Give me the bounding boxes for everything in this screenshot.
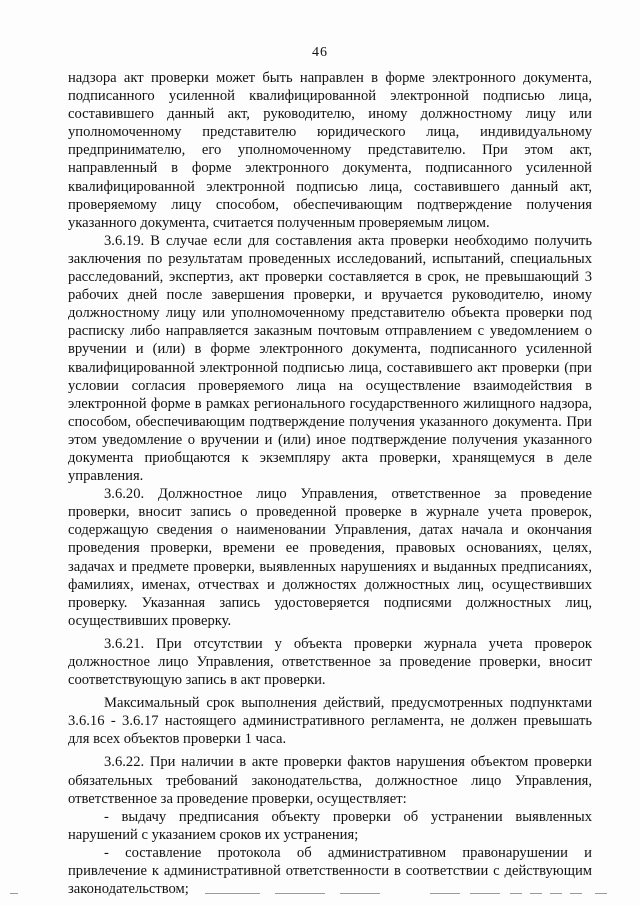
paragraph-akt-electronic: надзора акт проверки может быть направлен в форме электронного документа, подписанного усиленной квалифицированной электронной подписью лица, составившего данный акт, руководителю, иному должностному лицу или уполномоченному представителю юридического лица, индивидуальному предпринимателю, его уполномоченному представителю. При этом акт, направленный в форме электронного документа, подписанного усиленной квалифицированной электронной подписью лица, составившего данный акт, проверяемому лицу способом, обеспечивающим подтверждение получения указанного документа, считается полученным проверяемым лицом. xyxy=(68,70,592,231)
scan-edge-marks xyxy=(0,888,640,898)
paragraph-3-6-19: 3.6.19. В случае если для составления акта проверки необходимо получить заключения по результатам проведенных исследований, испытаний, специальных расследований, экспертиз, акт проверки составляется в срок, не превышающий 3 рабочих дней после завершения проверки, и вручается руководителю, иному должностному лицу или уполномоченному представителю объекта проверки под расписку либо направляется заказным почтовым отправлением с уведомлением о вручении и (или) в форме электронного документа, подписанного усиленной квалифицированной электронной подписью лица, составившего акт проверки (при условии согласия проверяемого лица на осуществление взаимодействия в электронной форме в рамках регионального государственного жилищного надзора, способом, обеспечивающим подтверждение получения указанного документа. При этом уведомление о вручении и (или) иное подтверждение получения указанного документа приобщаются к экземпляру акта проверки, хранящемуся в деле управления. xyxy=(68,232,592,485)
document-body xyxy=(68,69,592,898)
list-item-protocol: - составление протокола об административном правонарушении и привлечение к административной ответственности в соответствии с действующим законодательством; xyxy=(68,844,592,898)
paragraph-max-term: Максимальный срок выполнения действий, предусмотренных подпунктами 3.6.16 - 3.6.17 настоящего административного регламента, не должен превышать для всех объектов проверки 1 часа. xyxy=(68,695,592,748)
paragraph-3-6-20: 3.6.20. Должностное лицо Управления, ответственное за проведение проверки, вносит запись о проведенной проверке в журнале учета проверок, содержащую сведения о наименовании Управления, датах начала и окончания проведения проверки, времени ее проведения, правовых основаниях, целях, задачах и предмете проверки, выявленных нарушениях и выданных предписаниях, фамилиях, именах, отчествах и должностях должностных лиц, осуществивших проверку. Указанная запись удостоверяется подписями должностных лиц, осуществивших проверку. xyxy=(68,486,592,629)
paragraph-3-6-22: 3.6.22. При наличии в акте проверки фактов нарушения объектом проверки обязательных требований законодательства, должностное лицо Управления, ответственное за проведение проверки, осуществляет: xyxy=(68,754,592,807)
paragraph-3-6-21: 3.6.21. При отсутствии у объекта проверки журнала учета проверок должностное лицо Управления, ответственное за проведение проверки, вносит соответствующую запись в акт проверки. xyxy=(68,635,592,689)
list-item-prescription: - выдачу предписания объекту проверки об устранении выявленных нарушений с указанием сроков их устранения; xyxy=(68,808,592,843)
page-number: 46 xyxy=(312,45,328,60)
